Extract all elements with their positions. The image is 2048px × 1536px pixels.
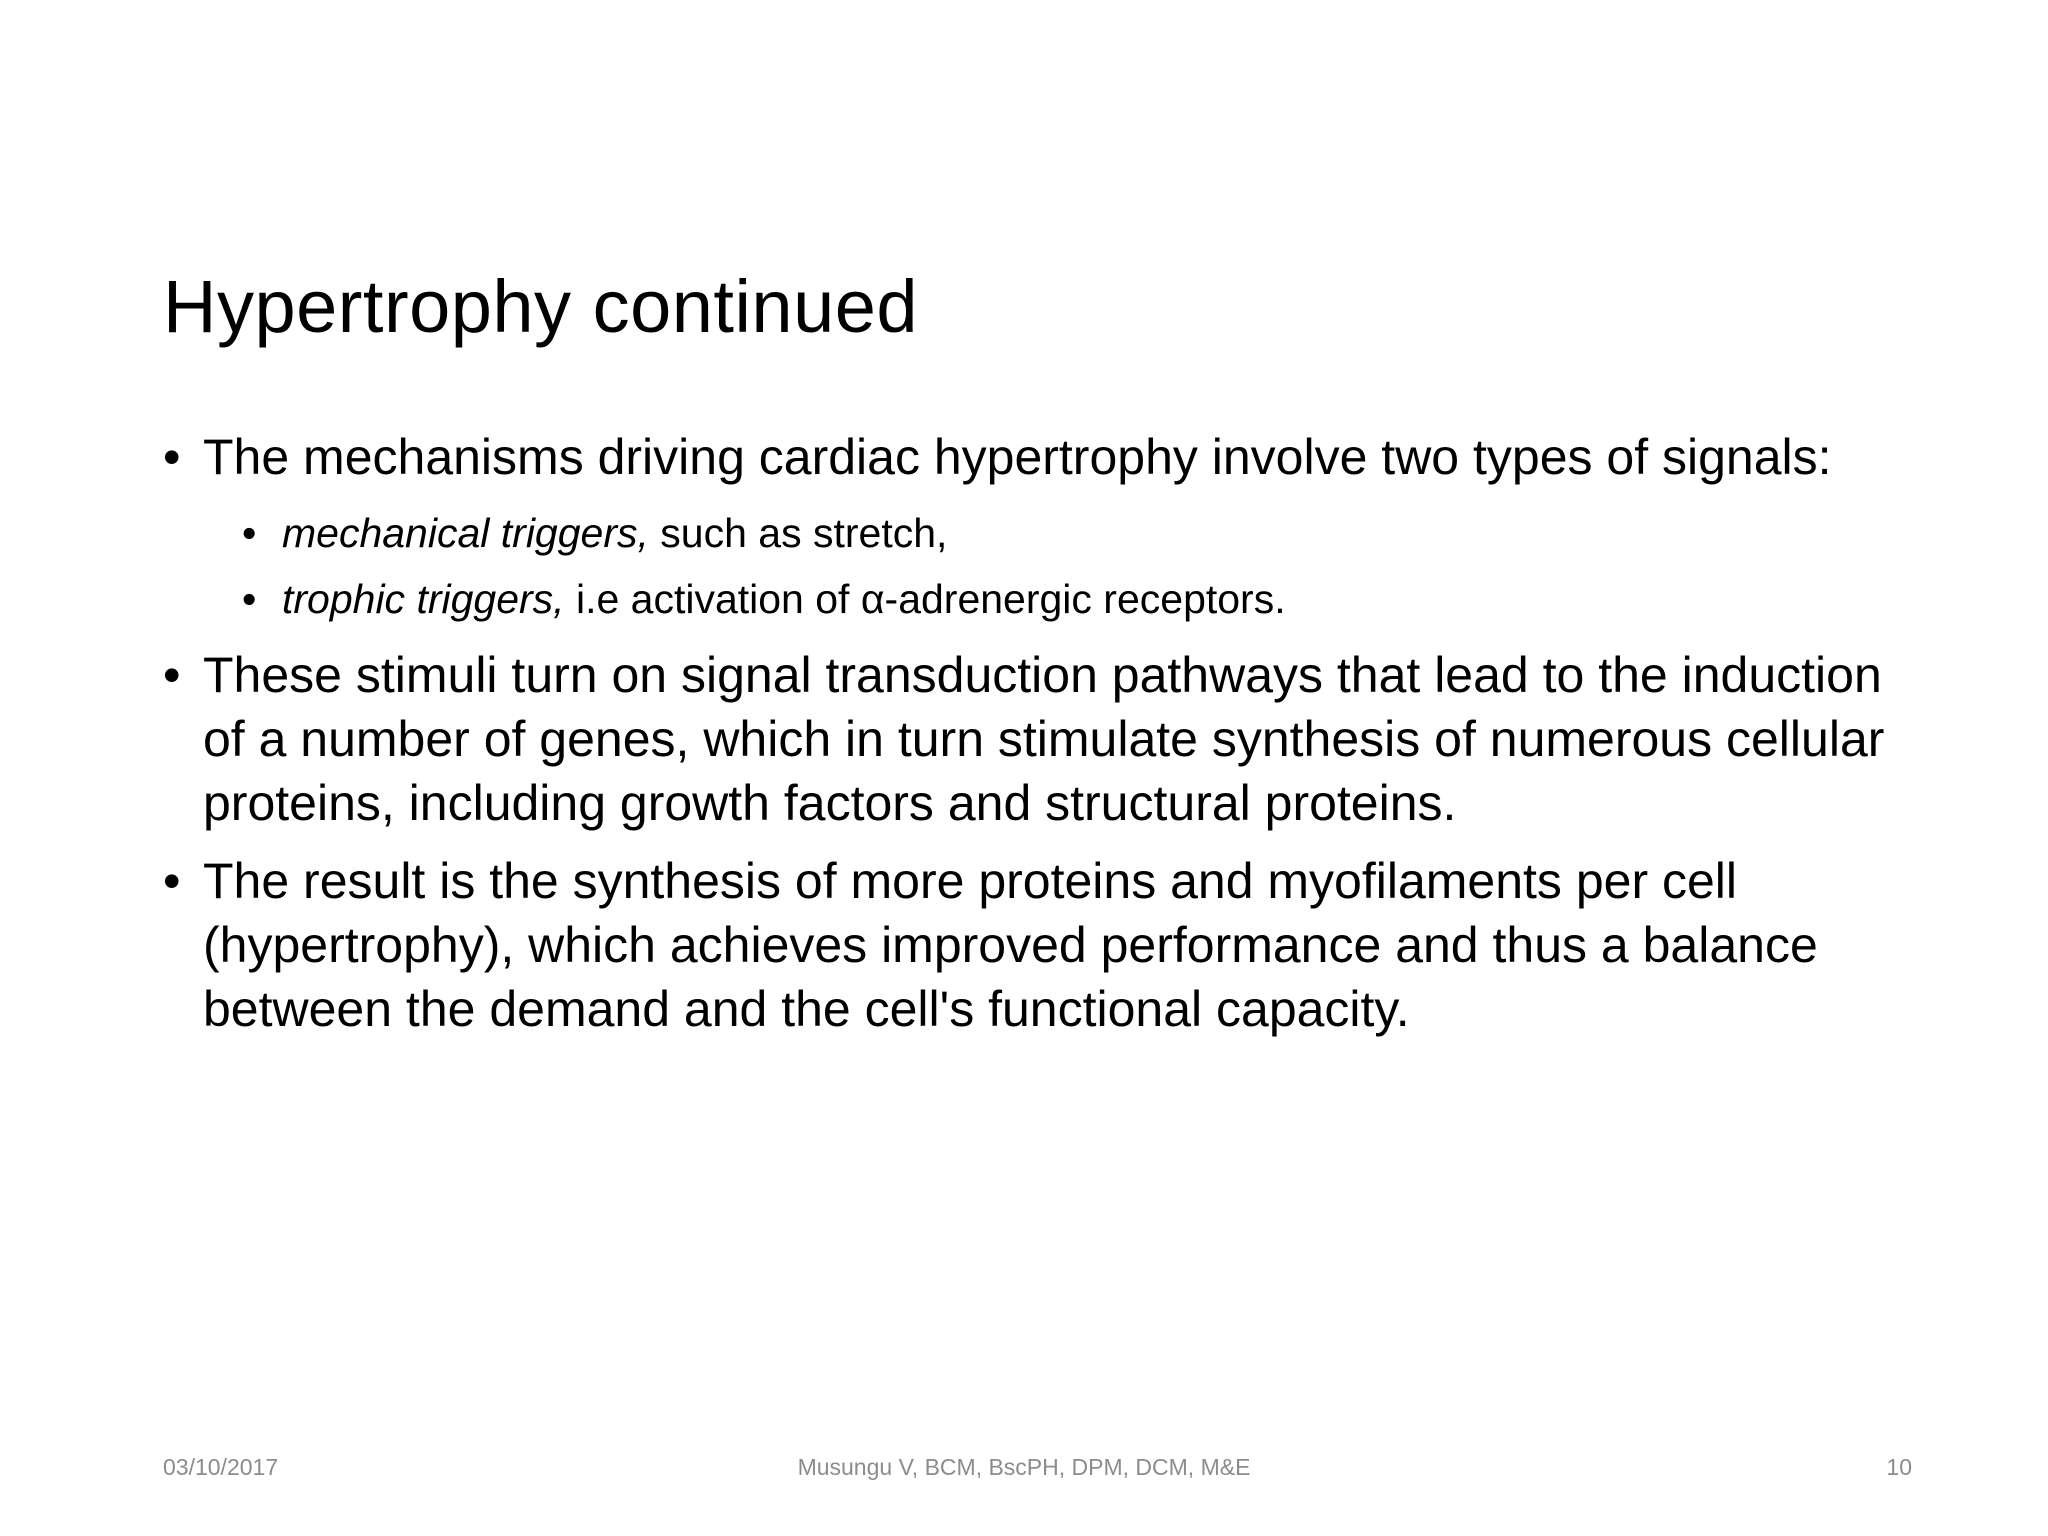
bullet-item bbox=[163, 643, 1923, 835]
bullet-item bbox=[163, 425, 1923, 489]
slide-content bbox=[163, 425, 1923, 1055]
footer-author: Musungu V, BCM, BscPH, DPM, DCM, M&E bbox=[797, 1454, 1251, 1480]
sub-bullet-emphasis: trophic triggers, bbox=[282, 576, 565, 622]
footer-date: 03/10/2017 bbox=[163, 1454, 279, 1480]
footer-page-number: 10 bbox=[1886, 1454, 1912, 1480]
sub-bullet-list bbox=[163, 503, 1923, 629]
bullet-text: These stimuli turn on signal transduction pathways that lead to the induction of a number of genes, which in turn stimulate synthesis of numerous cellular proteins, including growth factors and structural proteins. bbox=[203, 647, 1885, 831]
bullet-glyph: • bbox=[163, 647, 181, 703]
bullet-text: The result is the synthesis of more proteins and myofilaments per cell (hypertrophy), which achieves improved performance and thus a balance between the demand and the cell's functional capacity. bbox=[203, 853, 1818, 1037]
sub-bullet-emphasis: mechanical triggers, bbox=[282, 510, 649, 556]
bullet-glyph: • bbox=[163, 853, 181, 909]
bullet-text: The mechanisms driving cardiac hypertrophy involve two types of signals: bbox=[203, 429, 1832, 485]
sub-bullet-text: such as stretch, bbox=[648, 510, 948, 556]
sub-bullet-item bbox=[163, 569, 1923, 629]
bullet-item bbox=[163, 849, 1923, 1041]
sub-bullet-item bbox=[163, 503, 1923, 563]
slide-title: Hypertrophy continued bbox=[163, 265, 919, 348]
sub-bullet-glyph: • bbox=[242, 576, 257, 622]
sub-bullet-glyph: • bbox=[242, 510, 257, 556]
bullet-glyph: • bbox=[163, 429, 181, 485]
sub-bullet-text: i.e activation of α-adrenergic receptors. bbox=[564, 576, 1286, 622]
